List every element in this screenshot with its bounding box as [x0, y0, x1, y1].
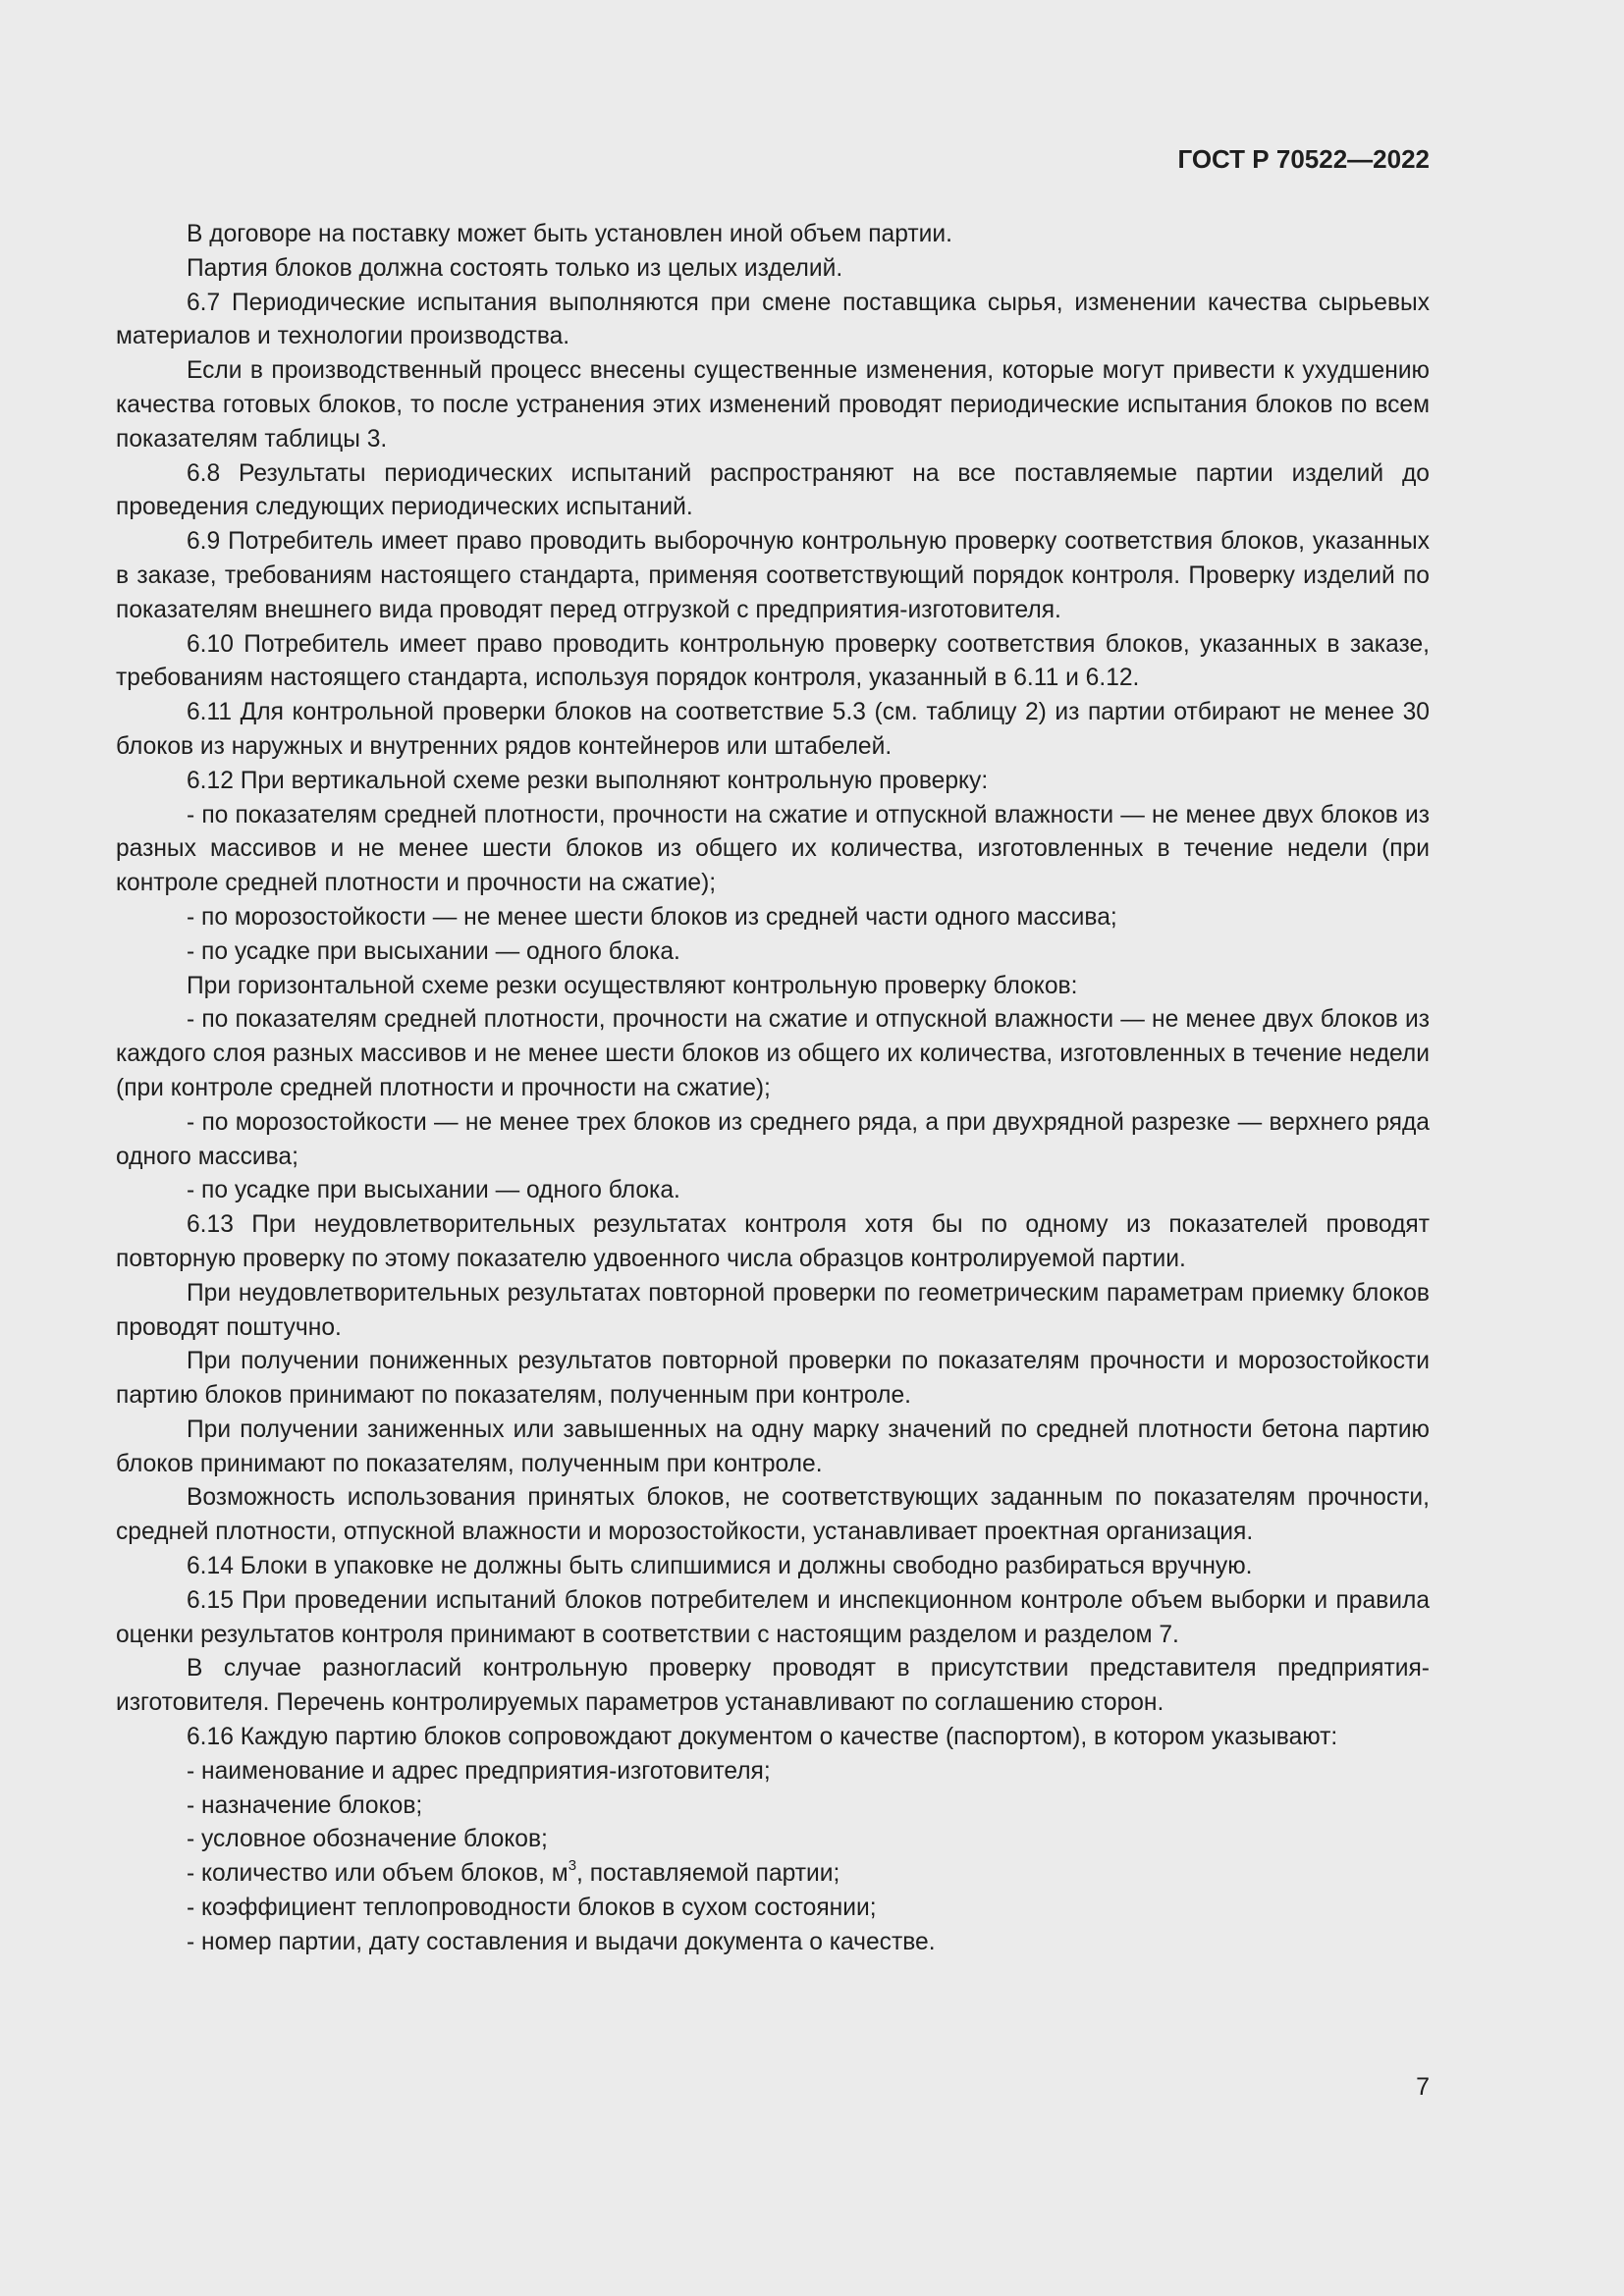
list-item: - наименование и адрес предприятия-изготовителя; [187, 1757, 771, 1785]
list-item: - по усадке при высыхании — одного блока. [187, 1177, 680, 1204]
clause-6-11: 6.11 Для контрольной проверки блоков на соответствие 5.3 (см. таблицу 2) из партии отбирают не менее 30 блоков из наружных и внутренних рядов контейнеров или штабелей. [116, 699, 1430, 760]
document-page [116, 143, 1430, 1960]
document-body [116, 218, 1430, 1960]
list-item: - по показателям средней плотности, прочности на сжатие и отпускной влажности — не менее двух блоков из разных массивов и не менее шести блоков из общего их количества, изготовленных в течение недели (при контроле средней плотности и прочности на сжатие); [116, 801, 1430, 897]
clause-6-10: 6.10 Потребитель имеет право проводить контрольную проверку соответствия блоков, указанных в заказе, требованиям настоящего стандарта, используя порядок контроля, указанный в 6.11 и 6.12. [116, 630, 1430, 692]
paragraph: В случае разногласий контрольную проверку проводят в присутствии представителя предприятия-изготовителя. Перечень контролируемых параметров устанавливают по соглашению сторон. [116, 1655, 1430, 1717]
list-item: - по показателям средней плотности, прочности на сжатие и отпускной влажности — не менее двух блоков из каждого слоя разных массивов и не менее шести блоков из общего их количества, изготовленных в течение недели (при контроле средней плотности и прочности на сжатие); [116, 1006, 1430, 1101]
volume-text-tail: , поставляемой партии; [576, 1860, 840, 1888]
clause-6-14: 6.14 Блоки в упаковке не должны быть слипшимися и должны свободно разбираться вручную. [187, 1553, 1253, 1580]
page-number: 7 [1416, 2073, 1430, 2101]
list-item: - коэффициент теплопроводности блоков в сухом состоянии; [187, 1895, 877, 1922]
paragraph: При неудовлетворительных результатах повторной проверки по геометрическим параметрам приемку блоков проводят поштучно. [116, 1279, 1430, 1341]
clause-6-7: 6.7 Периодические испытания выполняются при смене поставщика сырья, изменении качества сырьевых материалов и технологии производства. [116, 289, 1430, 350]
paragraph: Возможность использования принятых блоков, не соответствующих заданным по показателям прочности, средней плотности, отпускной влажности и морозостойкости, устанавливает проектная организация. [116, 1484, 1430, 1546]
document-header: ГОСТ Р 70522—2022 [1177, 144, 1430, 174]
list-item: - номер партии, дату составления и выдачи документа о качестве. [187, 1928, 936, 1955]
paragraph: При горизонтальной схеме резки осуществляют контрольную проверку блоков: [187, 972, 1078, 999]
list-item: - по усадке при высыхании — одного блока. [187, 937, 680, 965]
paragraph: При получении пониженных результатов повторной проверки по показателям прочности и морозостойкости партию блоков принимают по показателям, полученным при контроле. [116, 1348, 1430, 1410]
list-item-volume [116, 1857, 1430, 1892]
volume-text: - количество или объем блоков, м [187, 1860, 568, 1888]
clause-6-8: 6.8 Результаты периодических испытаний распространяют на все поставляемые партии изделий до проведения следующих периодических испытаний. [116, 459, 1430, 521]
paragraph: Партия блоков должна состоять только из целых изделий. [187, 254, 843, 282]
paragraph: Если в производственный процесс внесены существенные изменения, которые могут привести к ухудшению качества готовых блоков, то после устранения этих изменений проводят периодические испытания блоков по всем показателям таблицы 3. [116, 357, 1430, 453]
paragraph: При получении заниженных или завышенных на одну марку значений по средней плотности бетона партию блоков принимают по показателям, полученным при контроле. [116, 1415, 1430, 1477]
list-item: - по морозостойкости — не менее шести блоков из средней части одного массива; [187, 903, 1117, 931]
clause-6-9: 6.9 Потребитель имеет право проводить выборочную контрольную проверку соответствия блоков, указанных в заказе, требованиям настоящего стандарта, применяя соответствующий порядок контроля. Проверку изделий по показателям внешнего вида проводят перед отгрузкой с предприятия-изготовителя. [116, 528, 1430, 623]
clause-6-12: 6.12 При вертикальной схеме резки выполняют контрольную проверку: [187, 767, 989, 794]
superscript-exponent: 3 [568, 1857, 577, 1875]
clause-6-16: 6.16 Каждую партию блоков сопровождают документом о качестве (паспортом), в котором указывают: [187, 1724, 1338, 1751]
list-item: - условное обозначение блоков; [187, 1826, 548, 1853]
clause-6-15: 6.15 При проведении испытаний блоков потребителем и инспекционном контроле объем выборки и правила оценки результатов контроля принимают в соответствии с настоящим разделом и разделом 7. [116, 1586, 1430, 1648]
clause-6-13: 6.13 При неудовлетворительных результатах контроля хотя бы по одному из показателей проводят повторную проверку по этому показателю удвоенного числа образцов контролируемой партии. [116, 1211, 1430, 1272]
paragraph: В договоре на поставку может быть установлен иной объем партии. [187, 221, 952, 247]
list-item: - по морозостойкости — не менее трех блоков из среднего ряда, а при двухрядной разрезке — верхнего ряда одного массива; [116, 1108, 1430, 1170]
list-item: - назначение блоков; [187, 1791, 423, 1819]
